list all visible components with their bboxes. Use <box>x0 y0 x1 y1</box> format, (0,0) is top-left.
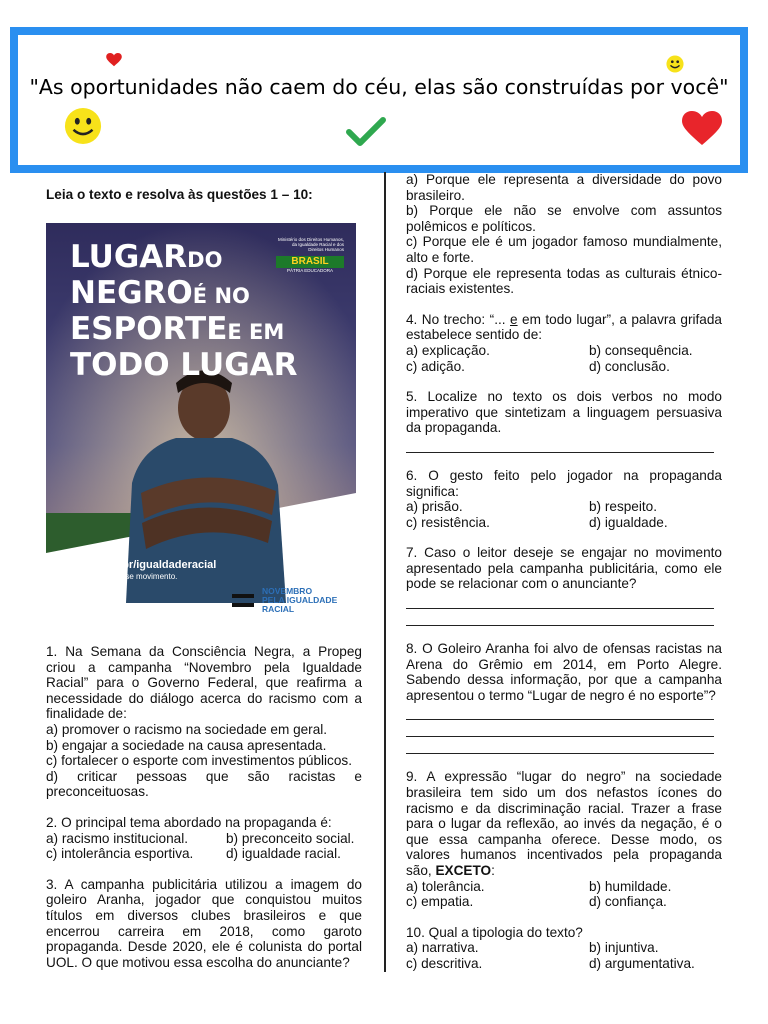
campaign-poster <box>46 223 356 627</box>
government-logo: Ministério dos Direitos Humanos, da Igualdade Racial e dos Direitos Humanos BRASIL PÁTRIA EDUCADORA <box>277 237 344 273</box>
heart-icon <box>682 111 722 147</box>
question-8 <box>406 641 722 754</box>
option-b: b) humildade. <box>589 878 672 894</box>
option-a: a) prisão. <box>406 499 463 515</box>
poster-headline: LUGARDO NEGROÉ NO ESPORTEE EM TODO LUGAR <box>70 239 298 383</box>
heart-icon <box>106 53 122 67</box>
option-b: b) engajar a sociedade na causa apresentada. <box>46 737 327 753</box>
question-9-text: 9. A expressão “lugar do negro” na sociedade brasileira tem sido um dos nefastos ícones do racismo e da discriminação racial. Trazer a frase para o lugar da reflexão, ao invés da negação, é o que essa campanha oferece. Desse modo, os valores humanos incentivados pela propaganda são, EXCETO: <box>406 769 722 878</box>
question-6 <box>406 468 722 530</box>
question-9 <box>406 769 722 909</box>
question-5-text: 5. Localize no texto os dois verbos no modo imperativo que sintetizam a linguagem persuasiva da propaganda. <box>406 389 722 436</box>
option-c: c) empatia. <box>406 894 474 910</box>
check-icon <box>346 117 386 147</box>
answer-lines[interactable] <box>406 436 722 453</box>
option-b: b) preconceito social. <box>226 830 355 846</box>
left-column <box>46 180 362 985</box>
question-2-text: 2. O principal tema abordado na propaganda é: <box>46 814 332 830</box>
smiley-icon <box>666 55 684 73</box>
smiley-icon <box>64 107 102 145</box>
question-3-text: 3. A campanha publicitária utilizou a imagem do goleiro Aranha, jogador que conquistou muitos títulos em diversos clubes brasileiros e que encerrou carreira em 2018, como garoto propaganda. Desde 2020, ele é colunista do portal UOL. O que motivou essa escolha do anunciante? <box>46 876 362 970</box>
question-4 <box>406 312 722 374</box>
question-1-text: 1. Na Semana da Consciência Negra, a Propeg criou a campanha “Novembro pela Igualdade Racial” para o Governo Federal, que reafirma a necessidade do diálogo acerca do racismo com a finalidade de: <box>46 644 362 722</box>
right-column <box>406 172 722 987</box>
campaign-logo: NOVEMBRO PELA IGUALDADE RACIAL <box>232 587 337 614</box>
question-10 <box>406 925 722 972</box>
option-a: a) racismo institucional. <box>46 830 189 846</box>
question-6-text: 6. O gesto feito pelo jogador na propaganda significa: <box>406 467 722 499</box>
equals-icon <box>232 594 254 607</box>
question-10-text: 10. Qual a tipologia do texto? <box>406 924 583 940</box>
option-d: d) confiança. <box>589 894 667 910</box>
poster-cta: Acesse brasil.gov.br/igualdaderacial e faça parte desse movimento. <box>68 550 217 581</box>
answer-lines[interactable] <box>406 592 722 626</box>
question-8-text: 8. O Goleiro Aranha foi alvo de ofensas racistas na Arena do Grêmio em 2014, em Porto Alegre. Sabendo dessa informação, por que a campanha apresentou o termo “Lugar de negro é no esporte”? <box>406 641 722 703</box>
question-3 <box>46 877 362 971</box>
question-5 <box>406 389 722 453</box>
option-a: a) narrativa. <box>406 940 479 956</box>
question-3-options <box>406 172 722 297</box>
option-b: b) respeito. <box>589 499 658 515</box>
option-d: d) igualdade. <box>589 514 668 530</box>
option-d: d) Porque ele representa todas as culturais étnico-raciais existentes. <box>406 265 722 297</box>
quote-banner <box>10 27 748 173</box>
option-c: c) descritiva. <box>406 955 483 971</box>
option-d: d) argumentativa. <box>589 955 695 971</box>
option-a: a) promover o racismo na sociedade em geral. <box>46 721 328 737</box>
option-d: d) conclusão. <box>589 358 670 374</box>
column-divider <box>384 172 386 972</box>
instructions-heading: Leia o texto e resolva às questões 1 – 10: <box>46 187 313 202</box>
option-a: a) tolerância. <box>406 878 485 894</box>
question-7 <box>406 545 722 626</box>
option-a: a) explicação. <box>406 342 490 358</box>
option-c: c) intolerância esportiva. <box>46 846 194 862</box>
option-c: c) resistência. <box>406 514 490 530</box>
option-d: d) igualdade racial. <box>226 846 341 862</box>
question-4-text: 4. No trecho: “... e em todo lugar”, a palavra grifada estabelece sentido de: <box>406 311 722 343</box>
option-b: b) consequência. <box>589 342 693 358</box>
question-1 <box>46 644 362 800</box>
motivational-quote: "As oportunidades não caem do céu, elas são construídas por você" <box>29 75 729 99</box>
question-2 <box>46 815 362 862</box>
question-7-text: 7. Caso o leitor deseje se engajar no movimento apresentado pela campanha publicitária, como ele pode se relacionar com o anunciante? <box>406 545 722 592</box>
option-c: c) adição. <box>406 358 465 374</box>
option-a: a) Porque ele representa a diversidade do povo brasileiro. <box>406 172 722 203</box>
option-b: b) Porque ele não se envolve com assuntos polêmicos e políticos. <box>406 203 722 234</box>
option-c: c) Porque ele é um jogador famoso mundialmente, alto e forte. <box>406 234 722 265</box>
answer-lines[interactable] <box>406 703 722 754</box>
option-c: c) fortalecer o esporte com investimentos públicos. <box>46 753 352 769</box>
option-d: d) criticar pessoas que são racistas e preconceituosas. <box>46 768 362 800</box>
option-b: b) injuntiva. <box>589 940 659 956</box>
